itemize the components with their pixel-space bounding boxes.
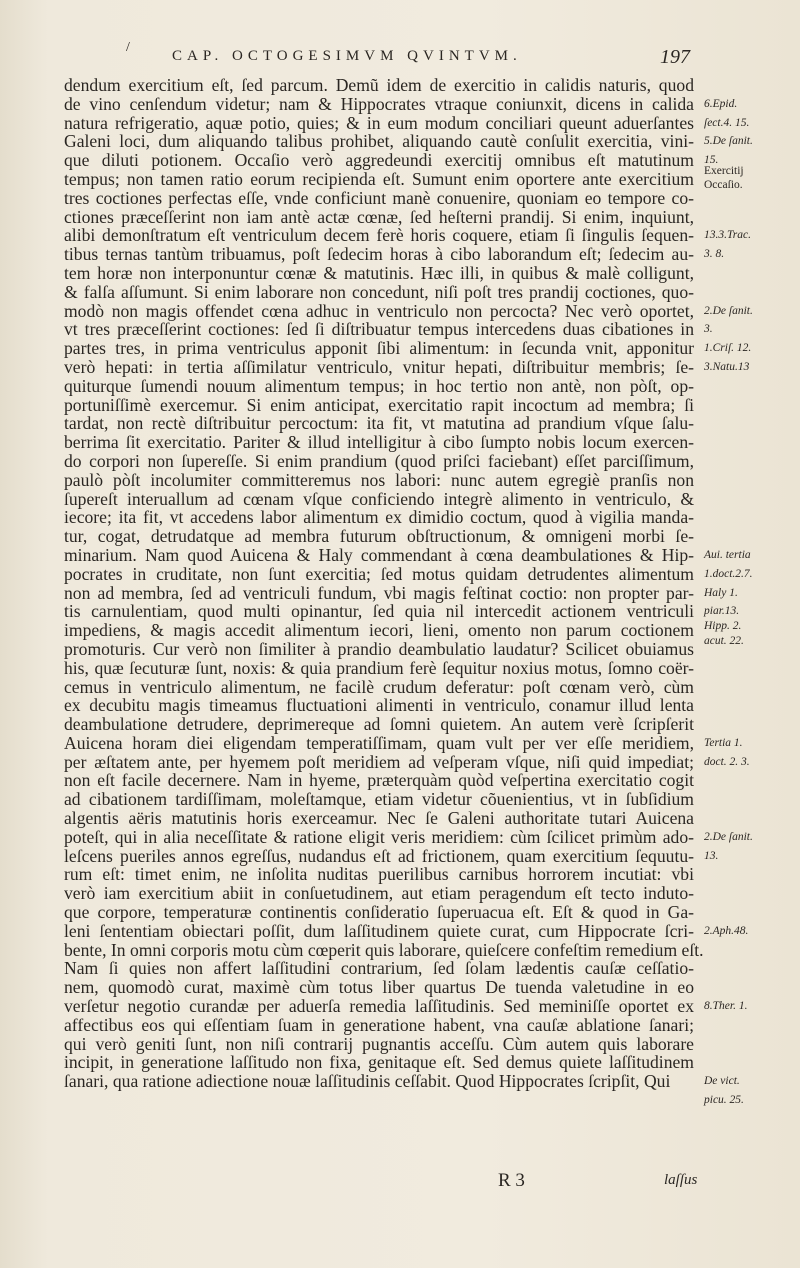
margin-note: 2.De ſanit. (704, 831, 753, 843)
signature-mark: R 3 (498, 1170, 525, 1191)
text-line: incipit, in generatione laſſitudo non fixa, genitaque eſt. Sed demus quiete laſſitudinem (64, 1052, 694, 1073)
text-line: tibus ternas tantùm tribuamus, poſt ſedecim horas à cibo laborandum eſt; ſedecim au- (64, 244, 694, 265)
margin-note: acut. 22. (704, 635, 744, 648)
margin-note: Hipp. 2. (704, 620, 742, 633)
text-line: leni ſententiam obiectari poſſit, dum laſſitudinem quiete curat, cum Hippocrate ſcri- (64, 920, 694, 941)
text-line: tempus; non tamen ratio eorum recipienda eſt. Sumunt enim oportere ante exercitium (64, 168, 694, 189)
text-line: do corpori non ſupereſſe. Si enim prandium (quod priſci faciebant) eſſet parciſſimum, (64, 450, 694, 471)
margin-note: Aui. tertia (704, 549, 751, 561)
text-line: natura refrigeratio, aquæ potio, quies; & in eum modum conciliari queunt aduerſantes (64, 112, 694, 133)
text-line: qui verò geniti ſunt, non niſi contrarij pugnantis acceſſu. Cùm autem quis laborare (64, 1033, 694, 1054)
text-line: per æſtatem ante, per hyemem poſt meridiem ad veſperam vſque, niſi quid impediat; (64, 751, 694, 772)
margin-note: 13.3.Trac. (704, 229, 751, 242)
text-line: rum eſt: timet enim, ne inſolita nuditas puerilibus carnibus horrorem incutiat: vbi (64, 864, 694, 885)
text-line: quiturque ſumendi nouum alimentum tempus; in hoc tertio non antè, non pòſt, op- (64, 375, 694, 396)
margin-note: 3.Natu.13 (704, 361, 750, 373)
text-line: impediens, & magis accedit alimentum iecori, lieni, omento non parum coctionem (64, 620, 694, 641)
margin-note: 8.Ther. 1. (704, 1000, 748, 1013)
margin-note: Occaſio. (704, 178, 743, 191)
margin-note: 13. (704, 849, 719, 862)
text-line: que corpore, temperaturæ continentis conſideratio ſuperuacua eſt. Eſt & quod in Ga- (64, 902, 694, 923)
text-line: partes tres, in prima ventriculus apponit ſibi alimentum: in ſecunda vnit, apponitur (64, 338, 694, 359)
text-line: deambulatione detrudere, deprimereque ad ſomni quietem. An autem verè ſcripſerit (64, 714, 694, 735)
margin-note: 1.Criſ. 12. (704, 342, 752, 355)
margin-note: doct. 2. 3. (704, 755, 750, 768)
margin-note: piar.13. (704, 605, 740, 618)
text-line: non ad membra, ſed ad ventriculi fundum, vbi magis feſtinat coctio: non propter par- (64, 582, 694, 603)
text-line: pocrates in cruditate, non ſunt exercitia; ſed motus quidam detrudentes alimentum (64, 563, 694, 584)
text-line: ſanari, qua ratione adiectione nouæ laſſitudinis ceſſabit. Quod Hippocrates ſcripſit, Qui (64, 1071, 671, 1092)
text-line: Nam ſi quies non affert laſſitudini contrarium, ſed ſolam lædentis cauſæ ceſſatio- (64, 958, 694, 979)
margin-note: 2.Aph.48. (704, 925, 749, 937)
text-line: de vino cenſendum videtur; nam & Hippocrates vtraque coniunxit, dicens in calida (64, 93, 694, 114)
margin-note: De vict. (704, 1075, 740, 1088)
text-line: tis carnulentiam, quod multi opinantur, ſed quia nil intercedit actionem ventriculi (64, 601, 694, 622)
text-line: verſetur negotio curandæ per aduerſa remedia laſſitudinis. Sed meminiſſe oportet ex (64, 996, 694, 1017)
text-line: minarium. Nam quod Auicena & Haly commendant à cœna deambulationes & Hip- (64, 544, 694, 565)
text-line: algentis aëris matutinis horis exerceamur. Nec ſe Galeni authoritate tutari Auicena (64, 808, 694, 829)
page-footer (498, 1170, 718, 1198)
catchword: laſſus (664, 1172, 698, 1188)
text-line: berrima ſit exercitatio. Pariter & illud intelligitur à cibo ſumpto nobis locum exercen- (64, 432, 694, 453)
text-line: leſcens pueriles annos egreſſus, nudandus eſt ad frictionem, quam exercitium ſequutu- (64, 845, 694, 866)
text-line: cemus in ventriculo alimentum, ne facilè crudum deferatur: poſt cœnam verò, cùm (64, 676, 694, 697)
text-line: Auicena horam diei eligendam temperatiſſimam, quam vult per ver eſſe meridiem, (64, 732, 694, 753)
margin-note: Exercitij (704, 165, 744, 178)
margin-note: Haly 1. (704, 586, 738, 599)
text-line: tur, cogat, detrudatque ad membra futurum obſtructionum, & omnigeni morbi ſe- (64, 526, 694, 547)
text-line: nem, quomodò curat, maximè cùm totus liber quartus De tuenda valetudine in eo (64, 977, 694, 998)
margin-note: 5.De ſanit. (704, 135, 753, 148)
margin-note: 3. (704, 323, 713, 336)
text-line: promoturis. Cur verò non ſimiliter à prandio deambulatio laudatur? Scilicet obuiamus (64, 638, 694, 659)
text-line: & falſa aſſumunt. Si enim laborare non concedunt, niſi poſt tres prandij coctiones, quo- (64, 281, 694, 302)
text-line: ſupereſt interuallum ad cœnam vſque conficiendo integrè alimento in ventriculo, & (64, 488, 694, 509)
text-line: tardat, non rectè diſtribuitur percoctum: ita fit, vt matutina ad prandium vſque ſalu- (64, 413, 694, 434)
margin-note: ſect.4. 15. (704, 116, 750, 129)
text-line: paulò pòſt incolumiter committeremus nos labori: nunc autem egregiè pranſis non (64, 469, 694, 490)
text-line: modò non magis offendet cœna adhuc in ventriculo non percocta? Nec verò oportet, (64, 300, 694, 321)
text-line: non eſt facile decernere. Nam in hyeme, præterquàm quòd veſpertina exercitatio cogit (64, 770, 694, 791)
chapter-title: CAP. OCTOGESIMVM QVINTVM. (172, 48, 522, 64)
text-line: ex decubitu magis timeamus fluctuationi alimenti in ventriculo, conamur illud lenta (64, 695, 694, 716)
page-number: 197 (660, 46, 690, 68)
text-line: his, quæ ſecuturæ ſunt, noxis: & quia prandium ferè ſequitur noxius motus, ſomno coër- (64, 657, 694, 678)
margin-note: picu. 25. (704, 1094, 744, 1107)
text-line: verò hepati: in tertia aſſimilatur ventriculo, vnitur hepati, diſtribuitur membris; ſe- (64, 356, 694, 377)
text-line: bente, In omni corporis motu cùm cœperit quis laborare, quieſcere confeſtim remedium eſt. (64, 939, 704, 960)
text-line: ad cibationem tardiſſimam, moleſtamque, etiam videtur cõuenientius, vt in ſubſidium (64, 789, 694, 810)
margin-note: 1.doct.2.7. (704, 567, 753, 580)
margin-note: 6.Epid. (704, 97, 738, 110)
margin-note: 15. (704, 154, 719, 167)
text-line: iecore; ita fit, vt accedens labor alimentum ex dimidio coctum, quod à vigilia manda- (64, 507, 694, 528)
text-line: ctiones præceſſerint non iam antè actæ cœnæ, ſed heſterni prandij. Si enim, inquiunt, (64, 206, 694, 227)
text-line: poteſt, qui in alia neceſſitate & ratione eligit veris meridiem: cùm ſcilicet primùm ado- (64, 826, 694, 847)
text-line: dendum exercitium eſt, ſed parcum. Demũ idem de exercitio in calidis naturis, quod (64, 75, 694, 95)
text-line: alibi demonſtratum eſt ventriculum decem ferè horis coquere, etiam ſi ſingulis ſequen- (64, 225, 694, 246)
header-mark: / (126, 40, 130, 55)
main-text (64, 75, 704, 1092)
text-line: que diluti potionem. Occaſio verò aggredeundi exercitij omnibus eſt matutinum (64, 150, 694, 171)
text-line: tres coctiones perfectas eſſe, vnde conficiunt manè conuenire, quoniam eo tempore co- (64, 187, 694, 208)
text-line: portuniſſimè exercemur. Si enim anticipat, exercitatio rapit incoctum ad membra; ſi (64, 394, 694, 415)
text-line: verò iam exercitium abiit in conſuetudinem, aut etiam peragendum eſt tecto induto- (64, 883, 694, 904)
text-line: vt tres præceſſerint coctiones: ſed ſi diſtribuatur tempus intercedens duas cibationes in (64, 319, 694, 340)
text-line: affectibus eos qui eſſentiam ſuam in generatione habent, vna cauſæ ablatione ſanari; (64, 1014, 694, 1035)
running-header (60, 40, 690, 72)
margin-note: 3. 8. (704, 248, 725, 261)
text-line: Galeni loci, dum aliquando talibus prohibet, aliquando cautè conſulit exercitia, vini- (64, 131, 694, 152)
margin-note: Tertia 1. (704, 737, 743, 749)
margin-note: 2.De ſanit. (704, 304, 753, 317)
text-line: tem horæ non interponuntur cœnæ & matutinis. Hæc illi, in quibus & malè colligunt, (64, 262, 694, 283)
